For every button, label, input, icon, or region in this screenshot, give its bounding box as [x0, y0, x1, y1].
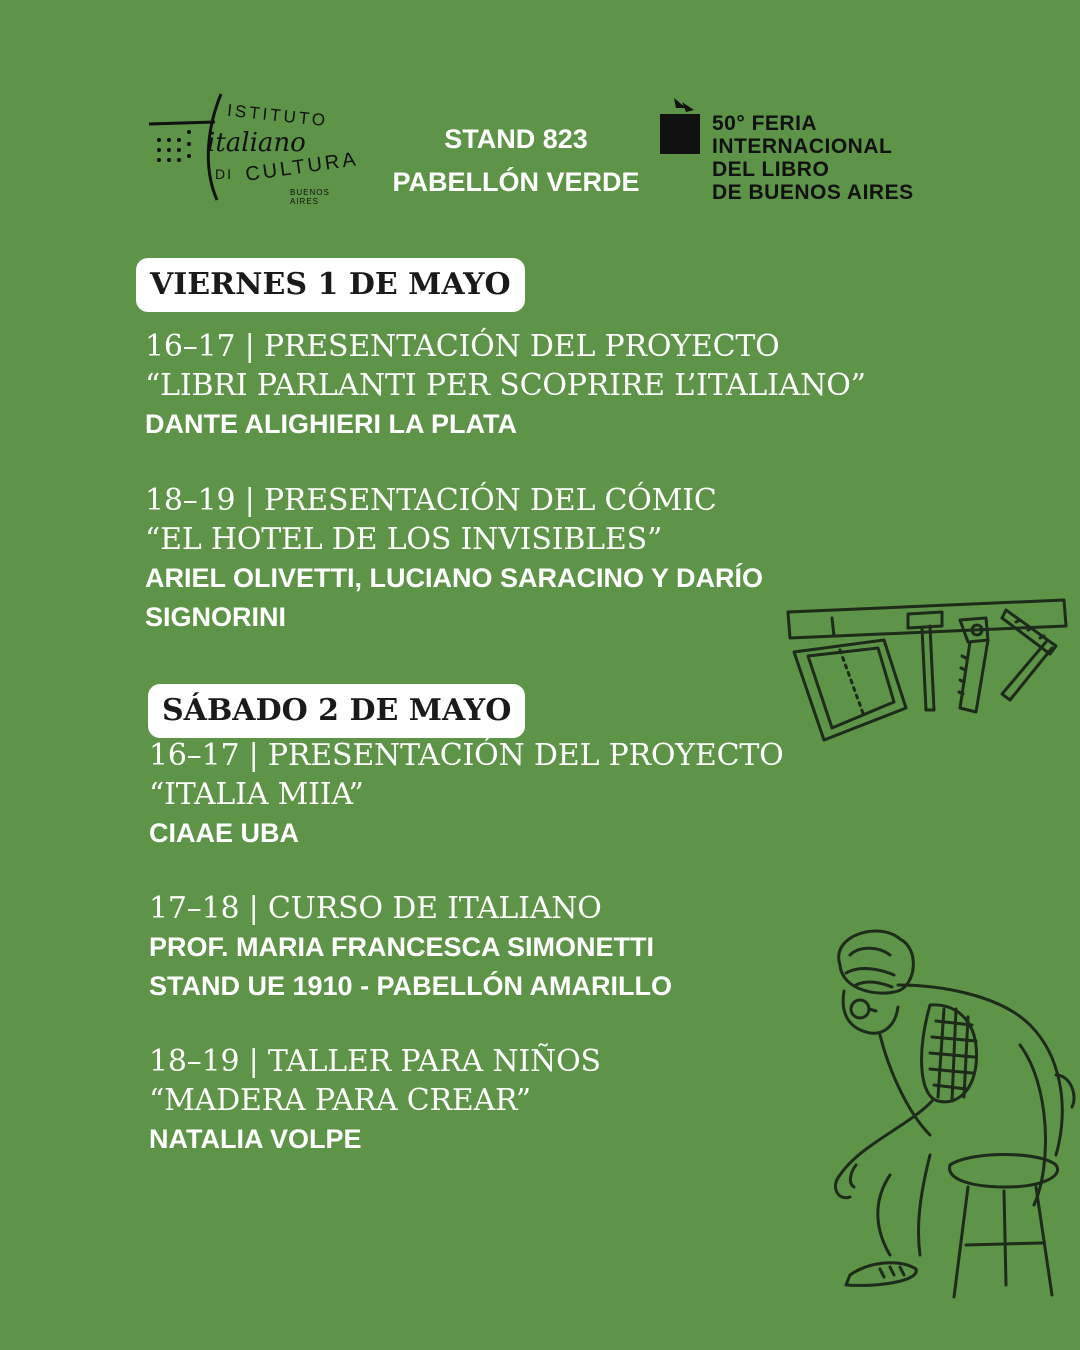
day-label-viernes: VIERNES 1 DE MAYO	[136, 258, 525, 312]
event-title-line: “LIBRI PARLANTI PER SCOPRIRE L’ITALIANO”	[145, 368, 866, 403]
event-presenter: PROF. MARIA FRANCESCA SIMONETTI	[149, 932, 654, 962]
feria-logo-text	[712, 112, 914, 204]
event-title-line: “ITALIA MIIA”	[149, 777, 364, 812]
event-title-line: “MADERA PARA CREAR”	[149, 1083, 531, 1118]
feria-line-4: DE BUENOS AIRES	[712, 181, 914, 204]
event-title-line: 16–17 | PRESENTACIÓN DEL PROYECTO	[145, 329, 780, 364]
iic-logo	[145, 88, 360, 208]
feria-line-2: INTERNACIONAL	[712, 135, 893, 158]
event-presenter: SIGNORINI	[145, 602, 287, 632]
event-title-line: 18–19 | PRESENTACIÓN DEL CÓMIC	[145, 483, 717, 518]
event-item	[145, 327, 866, 444]
event-presenter: NATALIA VOLPE	[149, 1124, 362, 1154]
iic-logo-italiano: italiano	[207, 128, 306, 158]
event-presenter: DANTE ALIGHIERI LA PLATA	[145, 409, 517, 439]
stand-number: STAND 823	[444, 124, 588, 154]
feria-line-1: 50° FERIA	[712, 112, 818, 135]
feria-line-3: DEL LIBRO	[712, 158, 830, 181]
iic-logo-di: DI	[215, 166, 233, 182]
event-title-line: 16–17 | PRESENTACIÓN DEL PROYECTO	[149, 738, 784, 773]
event-item	[145, 481, 763, 637]
event-location: STAND UE 1910 - PABELLÓN AMARILLO	[149, 971, 673, 1001]
event-presenter: CIAAE UBA	[149, 818, 300, 848]
event-presenter: ARIEL OLIVETTI, LUCIANO SARACINO Y DARÍO	[145, 563, 764, 593]
tools-rack-illustration	[780, 590, 1080, 760]
event-item	[149, 1042, 601, 1159]
day-label-sabado: SÁBADO 2 DE MAYO	[148, 684, 525, 738]
iic-logo-cultura: CULTURA	[243, 148, 360, 186]
event-item	[149, 736, 784, 853]
carpenter-illustration	[820, 925, 1080, 1315]
event-title-line: 18–19 | TALLER PARA NIÑOS	[149, 1044, 601, 1079]
event-item	[149, 889, 672, 1006]
stand-pavilion: PABELLÓN VERDE	[392, 167, 640, 197]
iic-logo-istituto: ISTITUTO	[226, 100, 329, 131]
feria-book-icon	[660, 96, 704, 156]
iic-logo-buenos-aires: BUENOS AIRES	[290, 188, 330, 206]
event-title-line: “EL HOTEL DE LOS INVISIBLES”	[145, 522, 663, 557]
stand-info	[380, 118, 652, 204]
event-title-line: 17–18 | CURSO DE ITALIANO	[149, 891, 602, 926]
